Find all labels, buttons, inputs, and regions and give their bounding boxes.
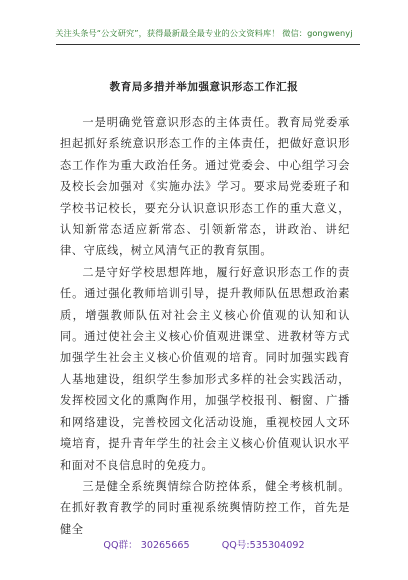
document-title: 教育局多措并举加强意识形态工作汇报 xyxy=(109,81,299,93)
paragraph-3: 三是健全系统舆情综合防控体系，健全考核机制。在抓好教育教学的同时重视系统舆情防控工作，首先是健全 xyxy=(60,479,350,536)
header-divider xyxy=(56,44,360,45)
promo-header-banner: 关注头条号“公文研究”，获得最新最全最专业的公文资料库！ 微信：gongwenyj xyxy=(55,28,353,38)
footer-qq-group: QQ群： 30265665 xyxy=(103,540,190,551)
footer-contacts xyxy=(0,537,408,551)
paragraph-2: 二是守好学校思想阵地，履行好意识形态工作的责任。通过强化教师培训引导，提升教师队伍思想政治素质，增强教师队伍对社会主义核心价值观的认知和认同。通过使社会主义核心价值观进课堂、进教材等方式加强学生社会主义核心价值观的培育。同时加强实践育人基地建设，组织学生参加形式多样的社会实践活动，发挥校园文化的熏陶作用，加强学校报刊、橱窗、广播和网络建设，完善校园文化活动设施，重视校园人文环境培育，提升青年学生的社会主义核心价值观认识水平和面对不良信息时的免疫力。 xyxy=(60,265,350,472)
footer-qq-number: QQ号:535304092 xyxy=(221,540,305,551)
document-body xyxy=(60,112,350,540)
paragraph-1: 一是明确党管意识形态的主体责任。教育局党委承担起抓好系统意识形态工作的主体责任，把做好意识形态工作作为重大政治任务。通过党委会、中心组学习会及校长会加强对《实施办法》学习。要求局党委班子和学校书记校长，要充分认识意识形态工作的重大意义，认知新常态适应新常态、引领新常态，讲政治、讲纪律、守底线，树立风清气正的教育氛围。 xyxy=(60,116,350,258)
